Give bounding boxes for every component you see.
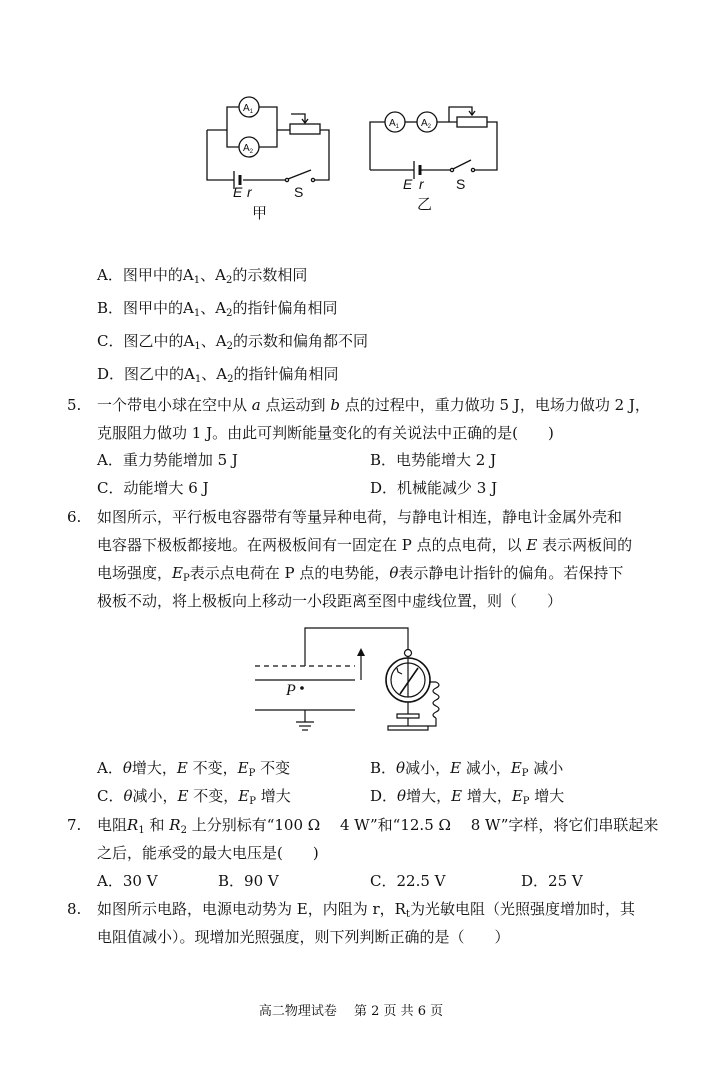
svg-text:r: r <box>247 184 252 200</box>
q7-option-c[interactable]: C．22.5 V <box>370 872 446 890</box>
q8-stem-line-2: 电阻值减小）。现增加光照强度，则下列判断正确的是（ ） <box>97 928 510 946</box>
electroscope-base <box>388 726 428 730</box>
svg-text:甲: 甲 <box>252 205 268 222</box>
q6-stem-line-2: 电容器下极板都接地。在两极板间有一固定在 P 点的点电荷，以 E 表示两板间的 <box>97 536 633 554</box>
upper-wire <box>305 628 408 666</box>
q6-stem-line-1: 如图所示，平行板电容器带有等量异种电荷，与静电计相连，静电计金属外壳和 <box>97 508 623 526</box>
q4-option-b[interactable]: B．图甲中的$A_1$、$A_2$的指针偏角相同 <box>97 299 338 319</box>
switch-blade-b <box>453 160 471 169</box>
q5-stem-line-1: 一个带电小球在空中从 a 点运动到 b 点的过程中，重力做功 5 J，电场力做功 2 J， <box>97 396 650 414</box>
q6-option-c[interactable]: C．θ减小，E 不变，$E_P$ 增大 <box>97 787 291 807</box>
ground-coil <box>428 682 439 726</box>
svg-text:A2: $A_2$ <box>242 143 254 155</box>
circuit-a <box>207 97 329 189</box>
electroscope-knob <box>405 650 412 657</box>
svg-text:A1: $A_1$ <box>242 103 254 115</box>
svg-text:S: S <box>456 176 466 192</box>
q8-number: 8. <box>67 900 82 918</box>
q5-option-a[interactable]: A．重力势能增加 5 J <box>97 451 238 469</box>
q7-option-b[interactable]: B．90 V <box>218 872 279 890</box>
q7-option-a[interactable]: A．30 V <box>97 872 158 890</box>
q6-stem-line-4: 极板不动，将上极板向上移动一小段距离至图中虚线位置，则（ ） <box>97 592 563 610</box>
svg-text:A2: $A_2$ <box>420 118 432 130</box>
svg-text:A1: $A_1$ <box>388 118 400 130</box>
electroscope-needle <box>400 668 418 694</box>
q5-option-d[interactable]: D．机械能减少 3 J <box>370 479 498 497</box>
point-charge <box>300 686 304 690</box>
q5-stem-line-2: 克服阻力做功 1 J。由此可判断能量变化的有关说法中正确的是( ) <box>97 424 554 442</box>
svg-text:r: r <box>419 176 424 192</box>
q4-option-c[interactable]: C．图乙中的$A_1$、$A_2$的示数和偏角都不同 <box>97 332 368 352</box>
q7-number: 7. <box>67 816 82 834</box>
q6-option-b[interactable]: B．θ减小，E 减小，$E_P$ 减小 <box>370 759 564 779</box>
up-arrow-head <box>357 648 365 656</box>
svg-text:S: S <box>294 184 304 200</box>
capacitor-electroscope-figure <box>250 622 465 742</box>
q5-number: 5. <box>67 396 82 414</box>
q6-option-d[interactable]: D．θ增大，E 增大，$E_P$ 增大 <box>370 787 565 807</box>
q6-number: 6. <box>67 508 82 526</box>
q4-option-d[interactable]: D．图乙中的$A_1$、$A_2$的指针偏角相同 <box>97 365 339 385</box>
circuit-figure <box>195 92 515 227</box>
svg-text:P: P <box>286 682 296 699</box>
q7-option-d[interactable]: D．25 V <box>521 872 583 890</box>
svg-text:E: E <box>403 176 413 192</box>
electroscope-stand <box>397 702 419 718</box>
svg-text:E: E <box>233 184 243 200</box>
q6-stem-line-3: 电场强度，$E_P$表示点电荷在 P 点的电势能，θ表示静电计指针的偏角。若保持下 <box>97 564 624 584</box>
q7-stem-line-1: 电阻$R_1$ 和 $R_2$ 上分别标有“100 Ω 4 W”和“12.5 Ω 8 W”字样，将它们串联起来 <box>97 816 659 836</box>
q6-option-a[interactable]: A．θ增大，E 不变，$E_P$ 不变 <box>97 759 291 779</box>
q7-stem-line-2: 之后，能承受的最大电压是( ) <box>97 844 319 862</box>
q4-option-a[interactable]: A．图甲中的$A_1$、$A_2$的示数相同 <box>97 266 308 286</box>
q5-option-c[interactable]: C．动能增大 6 J <box>97 479 209 497</box>
svg-text:乙: 乙 <box>417 196 433 213</box>
page-footer: 高二物理试卷 第 2 页 共 6 页 <box>258 1004 444 1019</box>
q5-option-b[interactable]: B．电势能增大 2 J <box>370 451 497 469</box>
switch-blade <box>288 170 311 179</box>
q8-stem-line-1: 如图所示电路，电源电动势为 E，内阻为 r，$R_t$为光敏电阻（光照强度增加时，其 <box>97 900 635 920</box>
